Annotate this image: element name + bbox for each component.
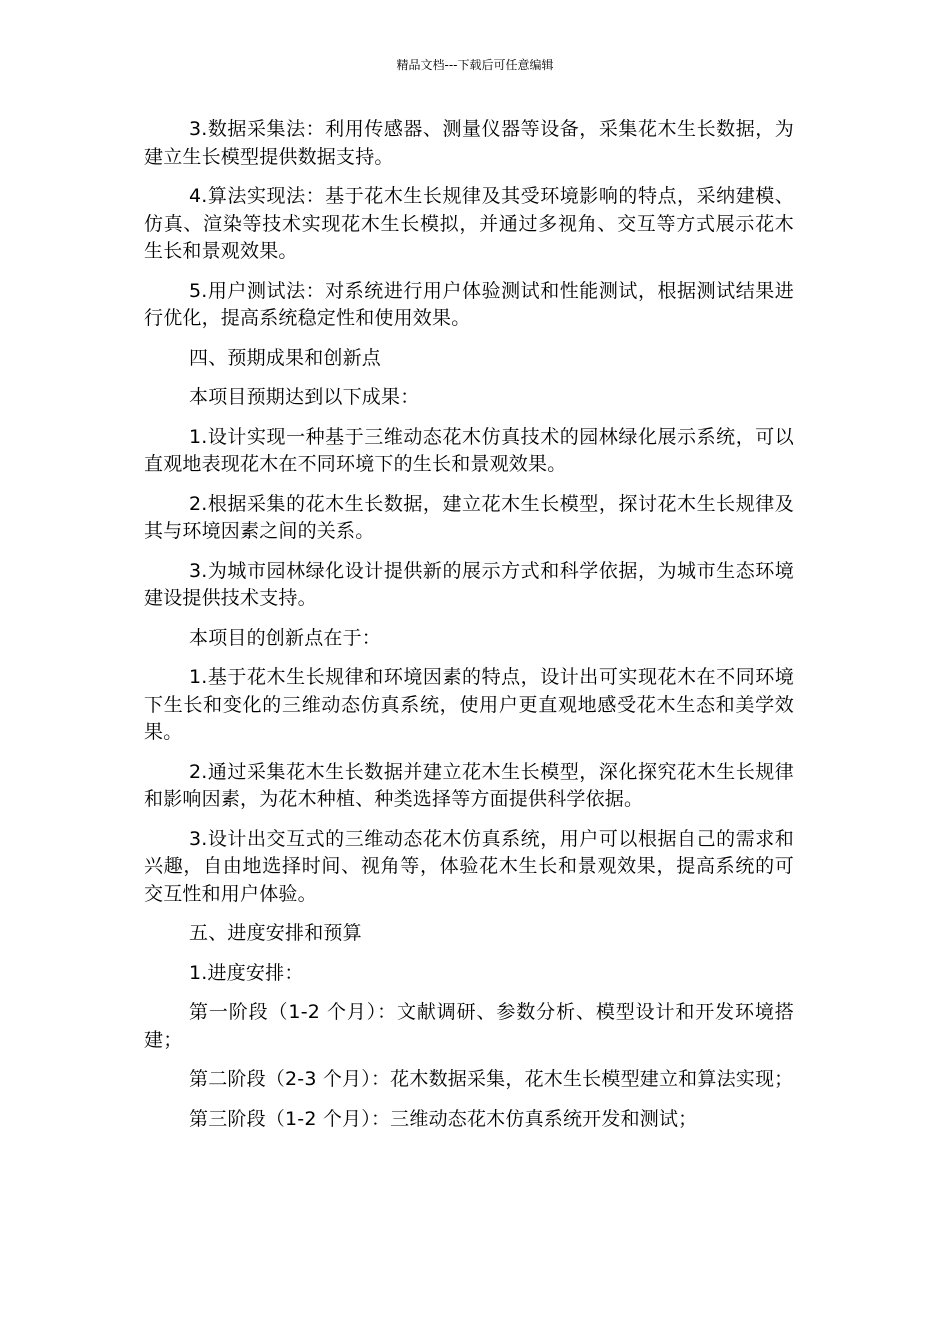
paragraph-phase-2: 第二阶段（2-3 个月）：花木数据采集，花木生长模型建立和算法实现； xyxy=(189,1068,794,1090)
paragraph-innovation-3: 3.设计出交互式的三维动态花木仿真系统，用户可以根据自己的需求和兴趣，自由地选择时间、视角等，体验花木生长和景观效果，提高系统的可交互性和用户体验。 xyxy=(144,827,794,905)
paragraph-innovation-1: 1.基于花木生长规律和环境因素的特点，设计出可实现花木在不同环境下生长和变化的三维动态仿真系统，使用户更直观地感受花木生态和美学效果。 xyxy=(144,666,794,743)
paragraph-results-intro: 本项目预期达到以下成果： xyxy=(189,386,420,408)
section-heading-expected-results: 四、预期成果和创新点 xyxy=(189,346,382,369)
page-header: 精品文档---下载后可任意编辑 xyxy=(396,58,554,72)
paragraph-method-algorithm: 4.算法实现法：基于花木生长规律及其受环境影响的特点，采纳建模、仿真、渲染等技术实现花木生长模拟，并通过多视角、交互等方式展示花木生长和景观效果。 xyxy=(144,185,794,262)
paragraph-method-data-collection: 3.数据采集法：利用传感器、测量仪器等设备，采集花木生长数据，为建立生长模型提供数据支持。 xyxy=(144,118,794,168)
paragraph-phase-1: 第一阶段（1-2 个月）：文献调研、参数分析、模型设计和开发环境搭建； xyxy=(144,1001,794,1051)
paragraph-result-2: 2.根据采集的花木生长数据，建立花木生长模型，探讨花木生长规律及其与环境因素之间的关系。 xyxy=(144,492,794,542)
paragraph-method-user-testing: 5.用户测试法：对系统进行用户体验测试和性能测试，根据测试结果进行优化，提高系统稳定性和使用效果。 xyxy=(144,279,794,329)
paragraph-innovation-2: 2.通过采集花木生长数据并建立花木生长模型，深化探究花木生长规律和影响因素，为花木种植、种类选择等方面提供科学依据。 xyxy=(144,760,794,810)
paragraph-phase-3: 第三阶段（1-2 个月）：三维动态花木仿真系统开发和测试； xyxy=(189,1107,698,1130)
paragraph-result-3: 3.为城市园林绿化设计提供新的展示方式和科学依据，为城市生态环境建设提供技术支持。 xyxy=(144,559,794,609)
paragraph-schedule-title: 1.进度安排： xyxy=(189,961,304,984)
paragraph-result-1: 1.设计实现一种基于三维动态花木仿真技术的园林绿化展示系统，可以直观地表现花木在不同环境下的生长和景观效果。 xyxy=(144,425,794,475)
paragraph-innovation-intro: 本项目的创新点在于： xyxy=(189,626,382,649)
section-heading-schedule-budget: 五、进度安排和预算 xyxy=(189,922,362,944)
document-body xyxy=(144,116,794,1145)
